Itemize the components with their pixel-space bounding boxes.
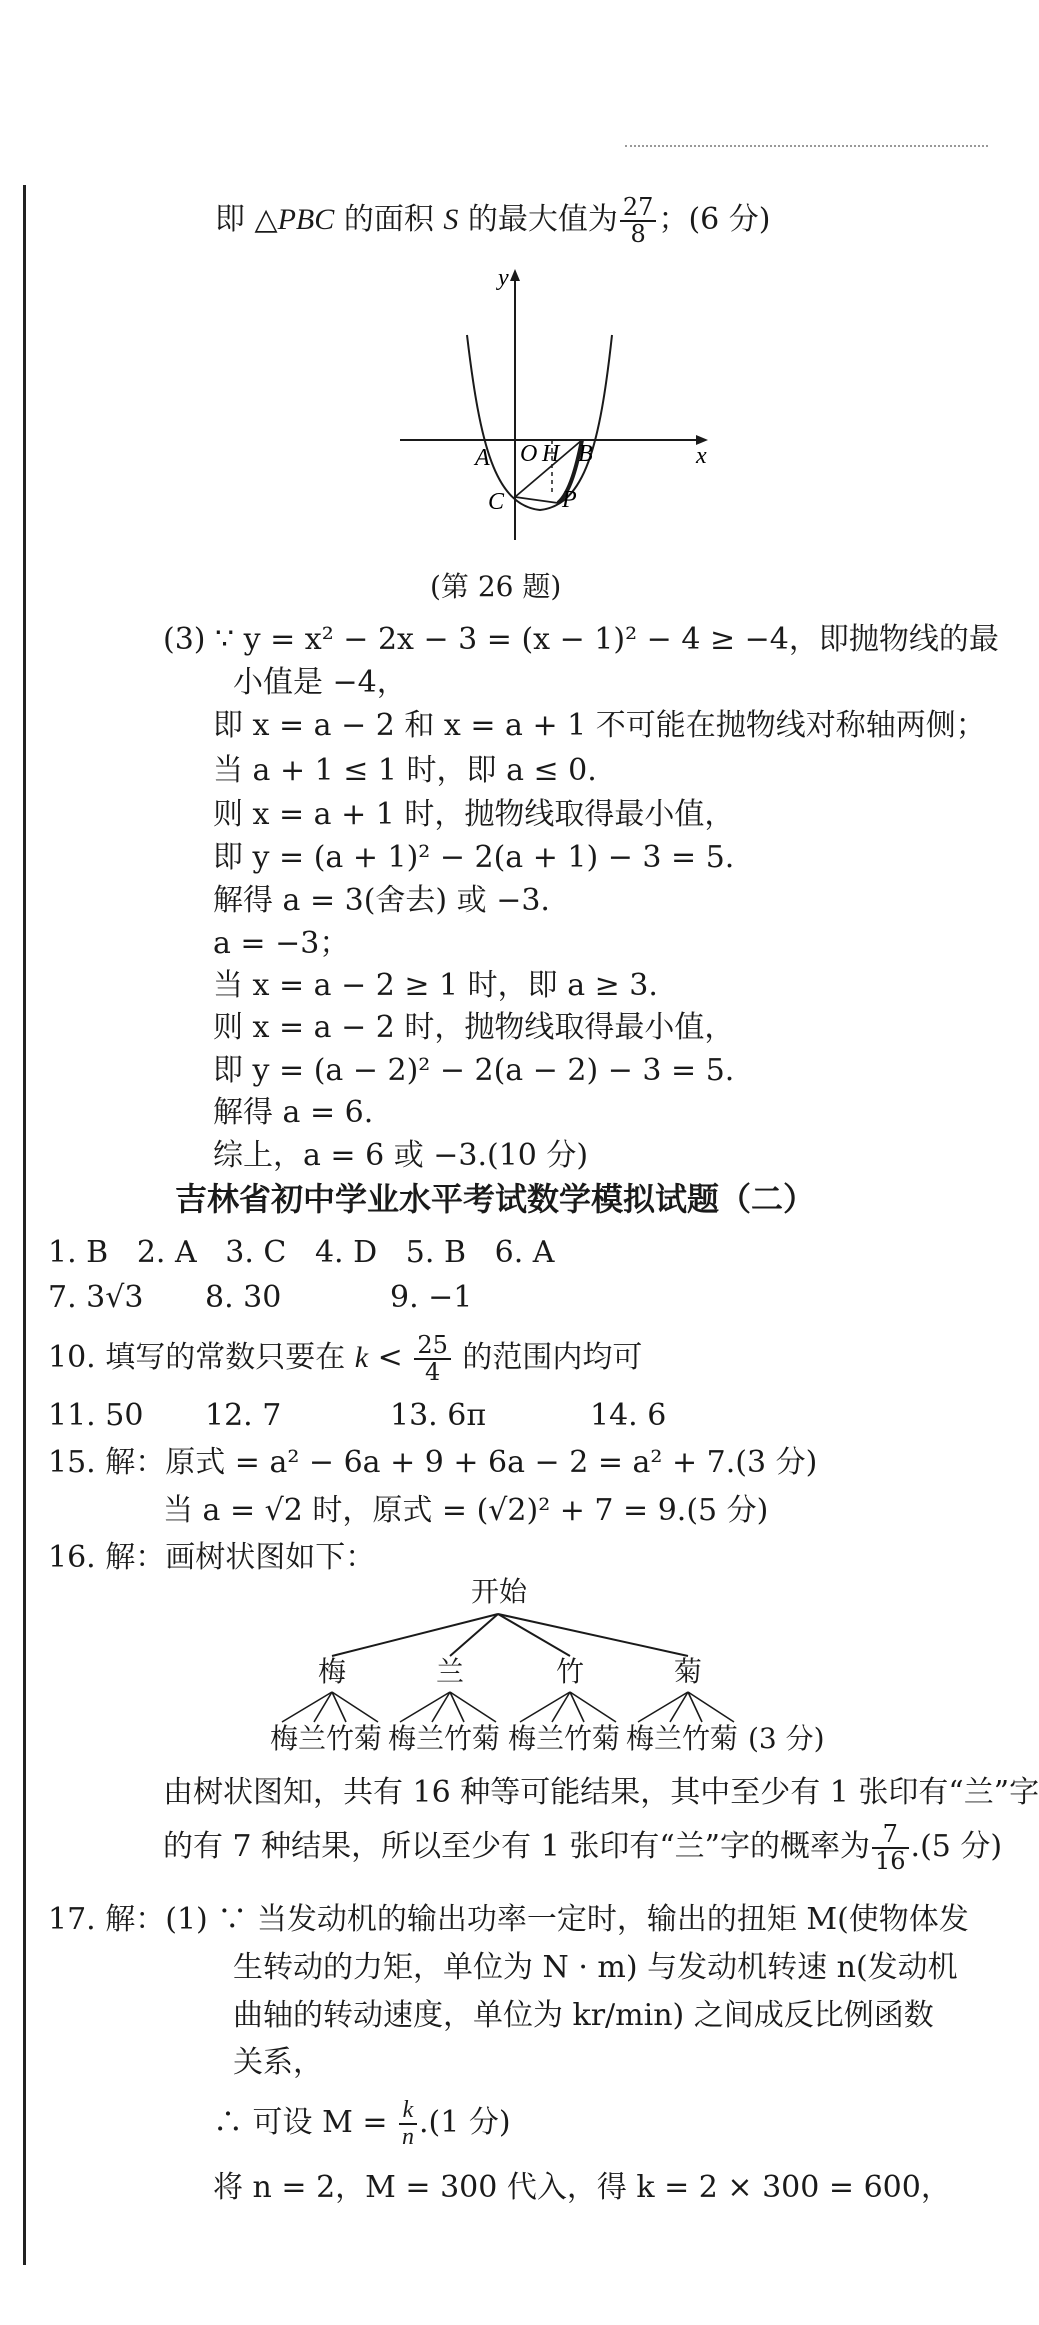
label-b: B [578,441,593,467]
text: 即 △ [215,202,278,238]
branches-level2 [282,1692,734,1722]
text: k [354,1341,369,1375]
tree-node-mei: 梅 [318,1655,347,1688]
fraction [872,1822,909,1874]
part3-line5: 则 x = a + 1 时，抛物线取得最小值， [213,797,735,832]
parabola-figure [390,265,720,545]
part3-line4: 当 a + 1 ≤ 1 时，即 a ≤ 0. [213,753,597,788]
answers-row-1: 1. B 2. A 3. C 4. D 5. B 6. A [48,1235,555,1270]
text: ∴ 可设 M = [213,2105,397,2141]
text: S [443,203,459,237]
part3-line9: 当 x = a − 2 ≥ 1 时，即 a ≥ 3. [213,968,658,1003]
parabola-curve [467,335,612,510]
text: 的范围内均可 [452,1340,643,1376]
left-margin-rule [23,185,26,2265]
header-dotted-rule [625,145,988,147]
q17-line3: 曲轴的转动速度，单位为 kr/min) 之间成反比例函数 [233,1998,934,2033]
fraction [620,195,657,247]
numerator: 25 [414,1333,451,1360]
answer-9: 9. −1 [390,1280,473,1315]
label-a: A [475,445,490,471]
tree-node-lan: 兰 [436,1655,465,1688]
answer-7: 7. 3√3 [48,1280,144,1315]
answer-13: 13. 6π [390,1398,487,1433]
label-o: O [520,441,538,467]
label-y: y [498,265,509,291]
label-h: H [542,441,560,467]
y-axis-arrow [510,269,520,281]
numerator: 7 [872,1822,909,1849]
text: ；(6 分) [658,202,771,238]
part3-line7: 解得 a = 3(舍去) 或 −3. [213,883,550,918]
fraction [414,1333,451,1385]
text: 的最大值为 [458,202,618,238]
fraction [399,2098,417,2150]
part3-line12: 解得 a = 6. [213,1095,374,1130]
denominator: n [402,2124,414,2151]
text: .(1 分) [419,2105,511,2141]
answer-12: 12. 7 [205,1398,282,1433]
answer-8: 8. 30 [205,1280,282,1315]
part3-line8: a = −3； [213,926,350,961]
q17-line2: 生转动的力矩，单位为 N · m) 与发动机转速 n(发动机 [233,1950,958,1985]
tree-node-ju: 菊 [674,1655,703,1688]
denominator: 4 [424,1358,441,1387]
label-c: C [488,489,505,515]
answer-11: 11. 50 [48,1398,144,1433]
q17-line1: 17. 解：(1) ∵ 当发动机的输出功率一定时，输出的扭矩 M(使物体发 [48,1902,969,1937]
label-p: P [562,487,577,513]
q17-line6: 将 n = 2，M = 300 代入，得 k = 2 × 300 = 600， [213,2170,951,2205]
answer-14: 14. 6 [590,1398,667,1433]
part3-line2: 小值是 −4， [233,665,407,700]
q16-conclusion-line2 [163,1822,1002,1874]
denominator: 8 [630,220,646,249]
part3-line1: (3) ∵ y = x² − 2x − 3 = (x − 1)² − 4 ≥ −4，即抛物线的最 [163,622,999,657]
answer-10 [48,1333,642,1385]
figure-caption: (第 26 题) [430,570,562,603]
answer-15-line1: 15. 解：原式 = a² − 6a + 9 + 6a − 2 = a² + 7.(3 分) [48,1445,818,1480]
part3-line6: 即 y = (a + 1)² − 2(a + 1) − 3 = 5. [213,840,735,875]
text: 10. 填写的常数只要在 [48,1340,355,1376]
exam-title: 吉林省初中学业水平考试数学模拟试题（二） [175,1180,816,1218]
text: 的有 7 种结果，所以至少有 1 张印有“兰”字的概率为 [163,1829,870,1865]
part3-line10: 则 x = a − 2 时，抛物线取得最小值， [213,1010,735,1045]
tree-leaves-1: 梅兰竹菊 [270,1722,383,1755]
tree-score: (3 分) [748,1722,825,1755]
branch-root-3 [498,1614,570,1656]
branch-root-4 [498,1614,688,1656]
tree-root: 开始 [471,1575,528,1608]
label-x: x [696,443,707,469]
segment-cp [515,497,558,503]
numerator: 27 [620,195,657,222]
text: .(5 分) [910,1829,1003,1865]
tree-leaves-2: 梅兰竹菊 [388,1722,501,1755]
answer-16-line1: 16. 解：画树状图如下： [48,1540,376,1575]
max-area-line [215,195,770,247]
numerator: k [399,2098,417,2125]
part3-line3: 即 x = a − 2 和 x = a + 1 不可能在抛物线对称轴两侧； [213,708,986,743]
text: PBC [277,203,335,237]
tree-node-zhu: 竹 [556,1655,585,1688]
q16-conclusion-line1: 由树状图知，共有 16 种等可能结果，其中至少有 1 张印有“兰”字 [163,1775,1039,1810]
text: 的面积 [334,202,444,238]
tree-leaves-4: 梅兰竹菊 [626,1722,739,1755]
part3-line13: 综上，a = 6 或 −3.(10 分) [213,1138,589,1173]
part3-line11: 即 y = (a − 2)² − 2(a − 2) − 3 = 5. [213,1053,735,1088]
tree-leaves-3: 梅兰竹菊 [508,1722,621,1755]
answer-15-line2: 当 a = √2 时，原式 = (√2)² + 7 = 9.(5 分) [163,1493,769,1528]
q17-line4: 关系， [233,2045,323,2080]
denominator: 16 [875,1847,906,1876]
q17-line5 [213,2098,511,2150]
text: < [368,1340,413,1376]
